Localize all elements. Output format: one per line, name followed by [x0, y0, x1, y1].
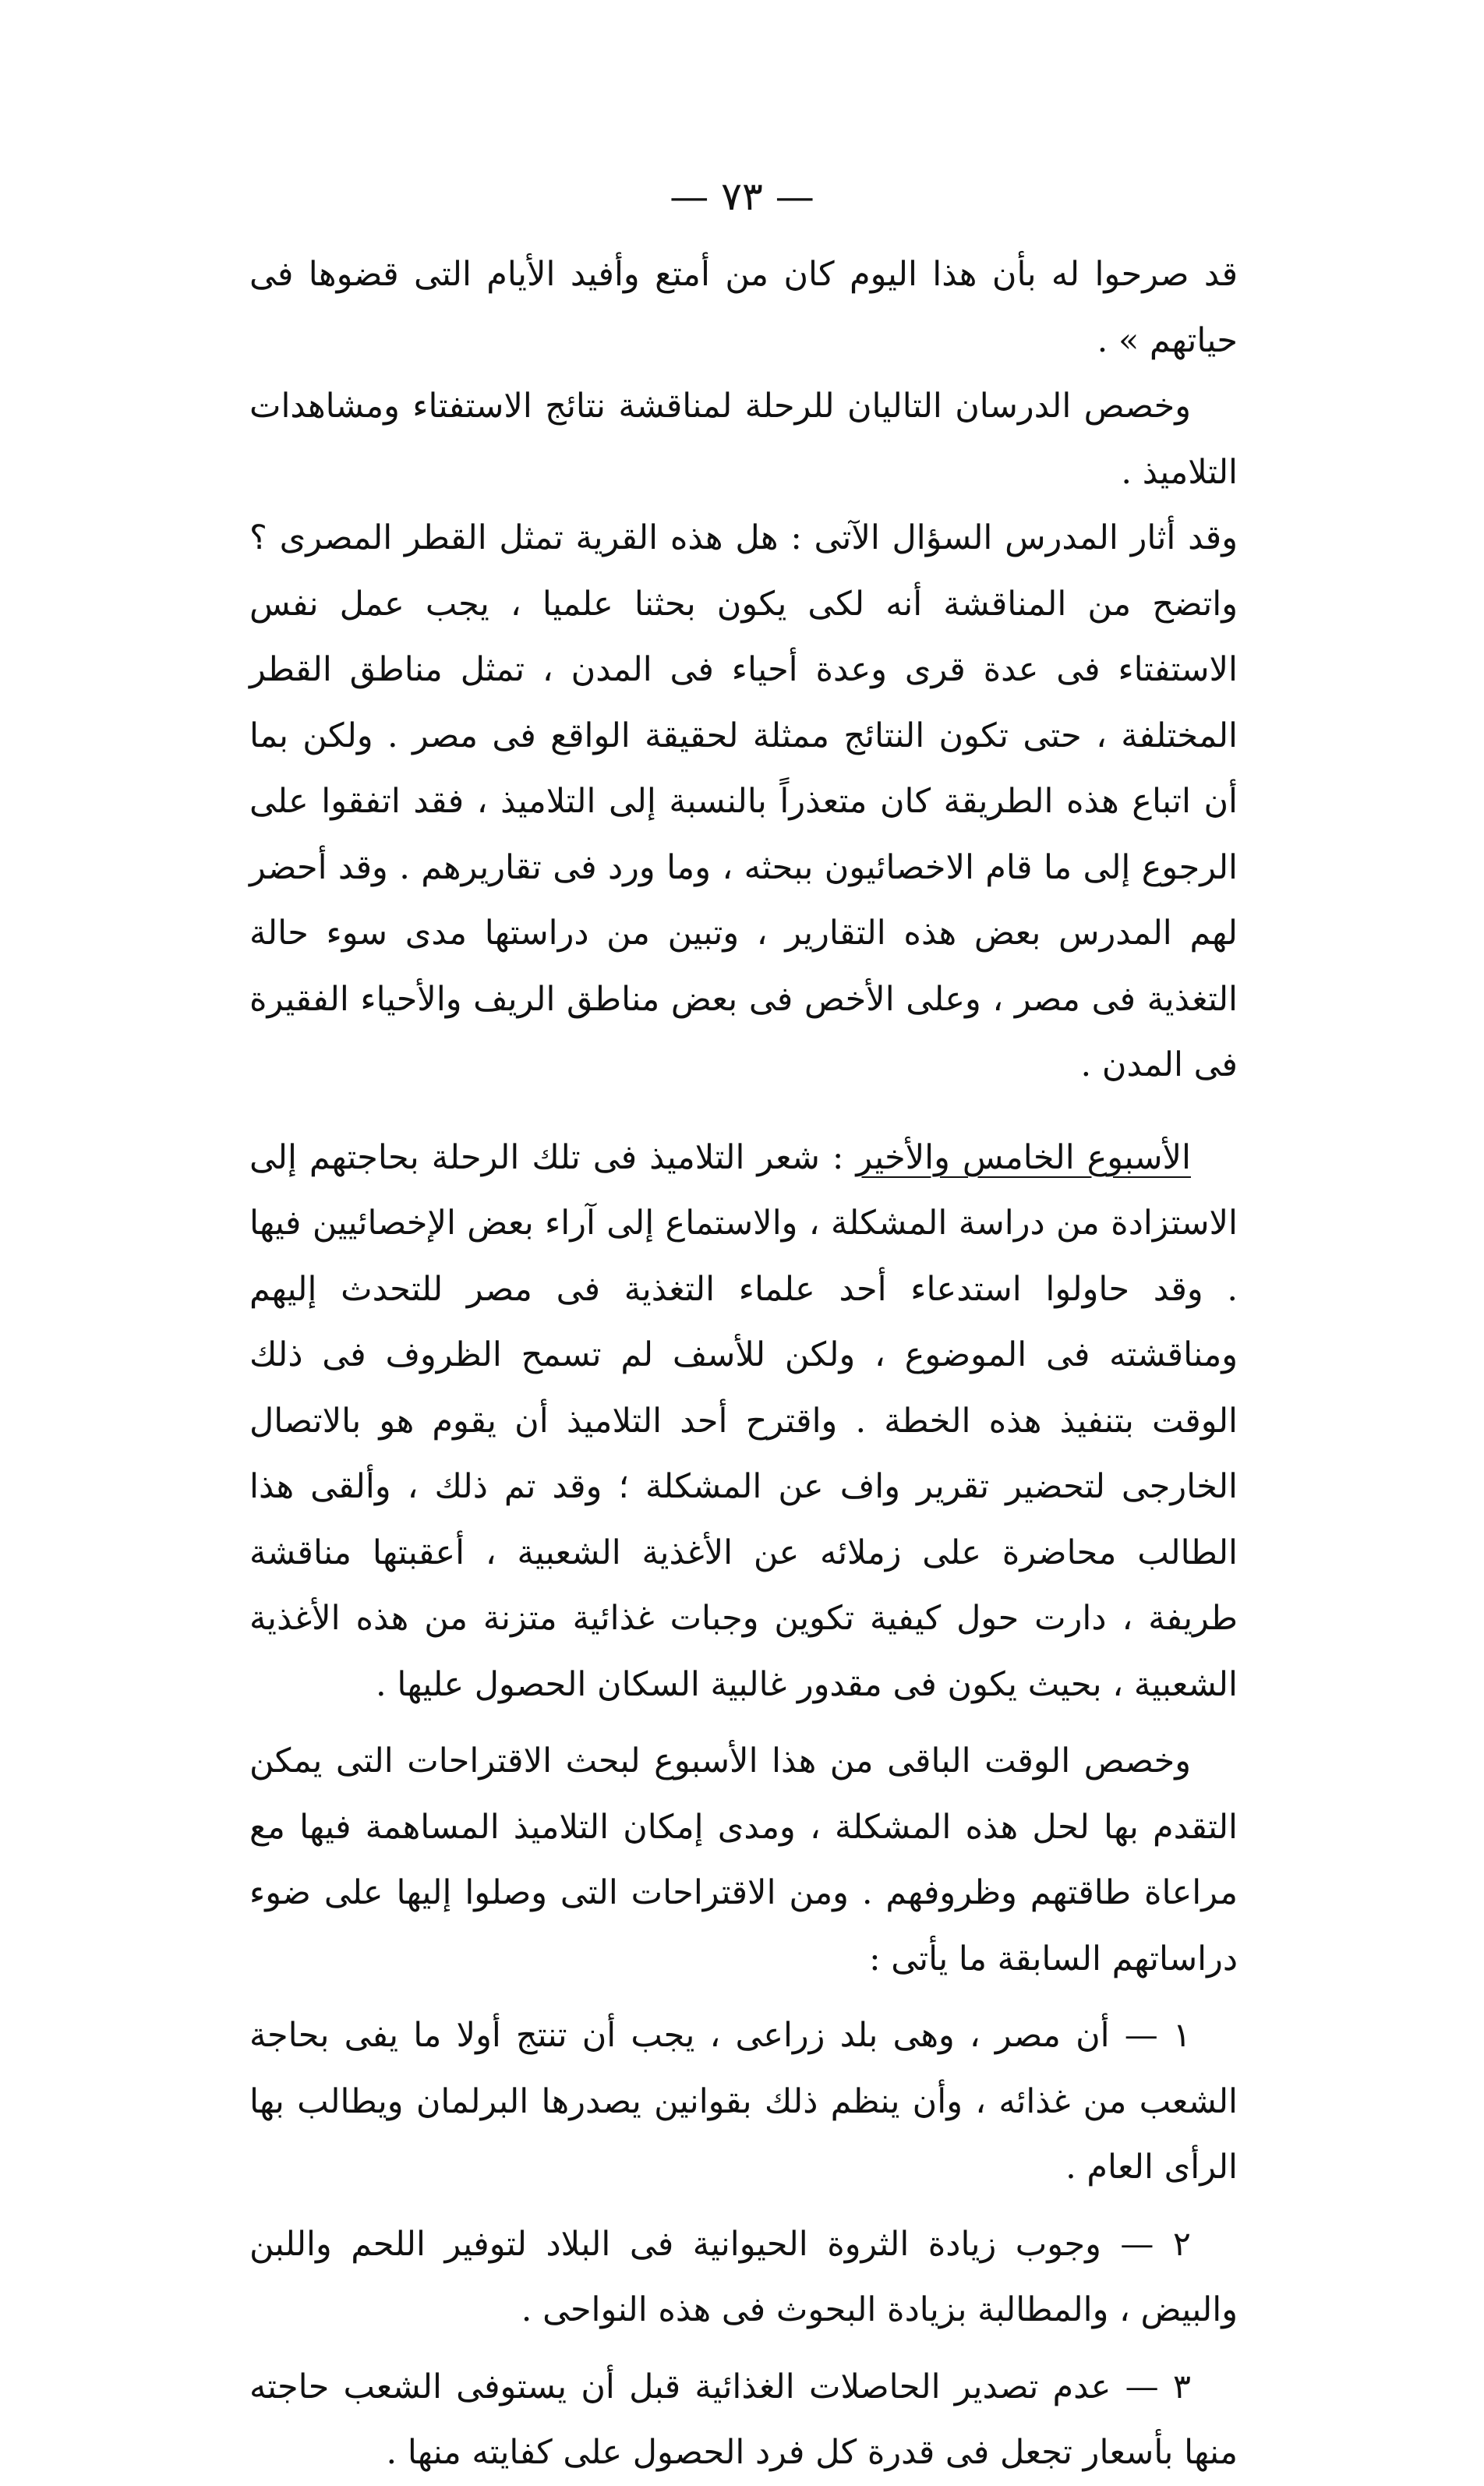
list-item-3: ٣ — عدم تصدير الحاصلات الغذائية قبل أن يستوفى الشعب حاجته منها بأسعار تجعل فى قدرة كل فرد الحصول على كفايته منها .: [249, 2367, 1238, 2472]
paragraph-4: [249, 1125, 1238, 1718]
body-text: [249, 242, 1238, 2486]
paragraph-1: قد صرحوا له بأن هذا اليوم كان من أمتع وأفيد الأيام التى قضوها فى حياتهم » .: [249, 255, 1238, 360]
list-item-2: ٢ — وجوب زيادة الثروة الحيوانية فى البلاد لتوفير اللحم واللبن والبيض ، والمطالبة بزيادة البحوث فى هذه النواحى .: [249, 2224, 1238, 2329]
paragraph-5: وخصص الوقت الباقى من هذا الأسبوع لبحث الاقتراحات التى يمكن التقدم بها لحل هذه المشكلة ، ومدى إمكان التلاميذ المساهمة فيها مع مراعاة طاقتهم وظروفهم . ومن الاقتراحات التى وصلوا إليها على ضوء دراساتهم السابقة ما يأتى :: [249, 1742, 1238, 1979]
paragraph-2: وخصص الدرسان التاليان للرحلة لمناقشة نتائج الاستفتاء ومشاهدات التلاميذ .: [249, 387, 1238, 492]
paragraph-3: وقد أثار المدرس السؤال الآتى : هل هذه القرية تمثل القطر المصرى ؟ واتضح من المناقشة أنه لكى يكون بحثنا علميا ، يجب عمل نفس الاستفتاء فى عدة قرى وعدة أحياء فى المدن ، تمثل مناطق القطر المختلفة ، حتى تكون النتائج ممثلة لحقيقة الواقع فى مصر . ولكن بما أن اتباع هذه الطريقة كان متعذراً بالنسبة إلى التلاميذ ، فقد اتفقوا على الرجوع إلى ما قام الاخصائيون ببحثه ، وما ورد فى تقاريرهم . وقد أحضر لهم المدرس بعض هذه التقارير ، وتبين من دراستها مدى سوء حالة التغذية فى مصر ، وعلى الأخص فى بعض مناطق الريف والأحياء الفقيرة فى المدن .: [249, 518, 1238, 1084]
paragraph-4-text: : شعر التلاميذ فى تلك الرحلة بحاجتهم إلى الاستزادة من دراسة المشكلة ، والاستماع إلى آراء بعض الإخصائيين فيها . وقد حاولوا استدعاء أحد علماء التغذية فى مصر للتحدث إليهم ومناقشته فى الموضوع ، ولكن للأسف لم تسمح الظروف فى ذلك الوقت بتنفيذ هذه الخطة . واقترح أحد التلاميذ أن يقوم هو بالاتصال الخارجى لتحضير تقرير واف عن المشكلة ؛ وقد تم ذلك ، وألقى هذا الطالب محاضرة على زملائه عن الأغذية الشعبية ، أعقبتها مناقشة طريفة ، دارت حول كيفية تكوين وجبات غذائية متزنة من هذه الأغذية الشعبية ، بحيث يكون فى مقدور غالبية السكان الحصول عليها .: [249, 1137, 1238, 1704]
section-heading-week-five: الأسبوع الخامس والأخير: [856, 1137, 1191, 1177]
list-item-1: ١ — أن مصر ، وهى بلد زراعى ، يجب أن تنتج أولا ما يفى بحاجة الشعب من غذائه ، وأن ينظم ذلك بقوانين يصدرها البرلمان ويطالب بها الرأى العام .: [249, 2016, 1238, 2187]
page-number: — ٧٣ —: [670, 174, 814, 219]
